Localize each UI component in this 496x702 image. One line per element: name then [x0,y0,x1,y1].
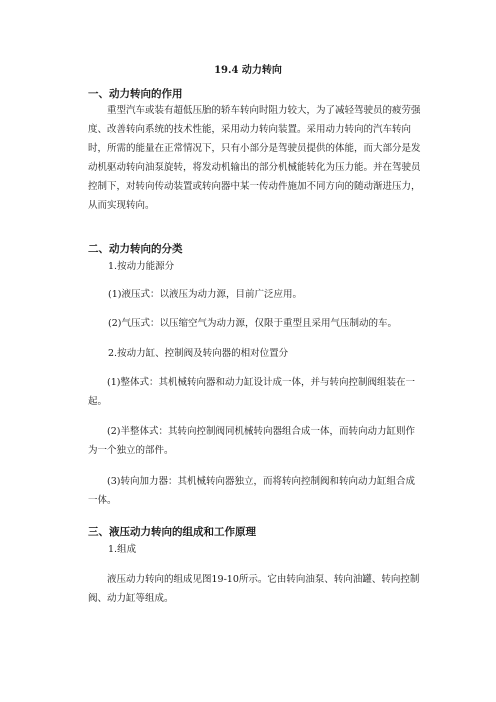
section-3-paragraph: 液压动力转向的组成见图19-10所示。它由转向油泵、转向油罐、转向控制阀、动力缸等组成。 [88,574,420,604]
list-item: (1)液压式：以液压为动力源，目前广泛应用。 [108,289,302,300]
section-heading-3: 三、液压动力转向的组成和工作原理 [88,526,256,538]
list-item: (3)转向加力器：其机械转向器独立，而将转向控制阀和转向动力缸组合成一体。 [88,476,415,506]
list-item: 1.组成 [108,544,137,555]
page-title: 19.4 动力转向 [214,65,282,76]
list-item: (1)整体式：其机械转向器和动力缸设计成一体，并与转向控制阀组装在一起。 [88,377,415,407]
list-item: 2.按动力缸、控制阀及转向器的相对位置分 [108,348,289,359]
list-item: (2)气压式：以压缩空气为动力源，仅限于重型且采用气压制动的车。 [108,318,397,329]
section-1-paragraph: 重型汽车或装有超低压胎的轿车转向时阻力较大，为了减轻驾驶员的疲劳强度、改善转向系统的技术性能，采用动力转向装置。采用动力转向的汽车转向时，所需的能量在正常情况下，只有小部分是驾驶员提供的体能，而大部分是发动机驱动转向油泵旋转，将发动机输出的部分机械能转化为压力能。并在驾驶员控制下，对转向传动装置或转向器中某一传动件施加不同方向的随动渐进压力，从而实现转向。 [88,105,421,211]
list-item: 1.按动力能源分 [108,261,175,272]
section-heading-1: 一、动力转向的作用 [88,88,183,100]
list-item: (2)半整体式：其转向控制阀同机械转向器组合成一体，而转向动力缸则作为一个独立的部件。 [88,426,415,456]
section-heading-2: 二、动力转向的分类 [88,243,183,255]
